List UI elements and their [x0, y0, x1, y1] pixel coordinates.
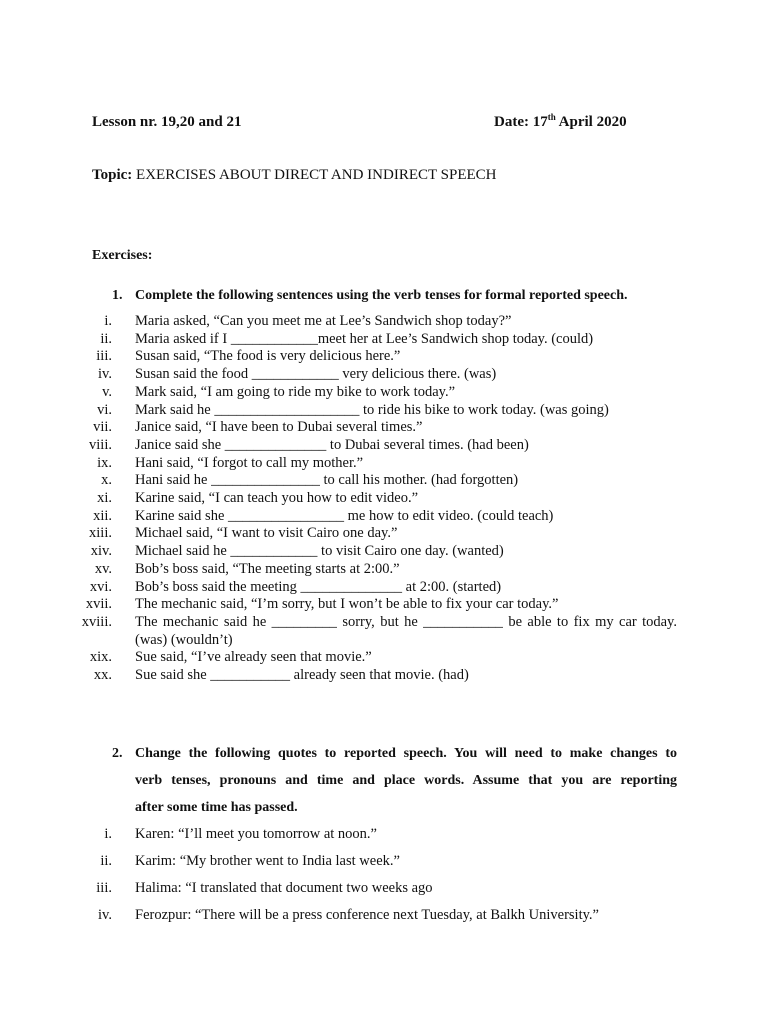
list-item-text: The mechanic said he _________ sorry, but he ___________ be able to fix my car today. [135, 613, 677, 630]
list-item [0, 331, 768, 349]
list-item [0, 437, 768, 455]
list-item-text: (was) (wouldn’t) [135, 631, 233, 648]
list-item [0, 472, 768, 490]
list-item [0, 596, 768, 614]
list-item-text: Mark said he ____________________ to ride his bike to work today. (was going) [135, 401, 609, 418]
list-item-number: ii. [100, 330, 112, 347]
list-item-text: Maria asked if I ____________meet her at Lee’s Sandwich shop today. (could) [135, 330, 594, 347]
list-item-text: Ferozpur: “There will be a press conference next Tuesday, at Balkh University.” [135, 907, 599, 923]
list-item-number: xv. [94, 560, 112, 577]
exercise-1-number: 1. [112, 288, 123, 303]
list-item-number: xix. [89, 649, 112, 666]
list-item-text: Sue said, “I’ve already seen that movie.” [135, 649, 372, 666]
list-item-number: v. [102, 383, 112, 400]
list-item-number: x. [101, 472, 112, 489]
list-item [0, 384, 768, 402]
list-item-number: iv. [98, 907, 112, 923]
topic-label: Topic: [92, 167, 133, 183]
list-item-number: xvi. [89, 578, 112, 595]
list-item-text: Sue said she ___________ already seen that movie. (had) [135, 667, 469, 683]
list-item-text: Karine said she ________________ me how to edit video. (could teach) [135, 507, 554, 524]
topic-text: EXERCISES ABOUT DIRECT AND INDIRECT SPEECH [132, 167, 497, 183]
list-item [0, 614, 768, 632]
list-item-text: Bob’s boss said the meeting ______________ at 2:00. (started) [135, 578, 502, 595]
list-item [0, 853, 768, 871]
list-item [0, 632, 768, 650]
list-item [0, 649, 768, 667]
lesson-number: Lesson nr. 19,20 and 21 [92, 114, 242, 130]
list-item-number: xiv. [90, 543, 112, 560]
exercise-2-title-line-2: verb tenses, pronouns and time and place words. Assume that you are reporting [135, 773, 677, 788]
topic-line [92, 167, 497, 184]
list-item-number: i. [104, 826, 112, 842]
list-item-text: Bob’s boss said, “The meeting starts at 2:00.” [135, 560, 400, 577]
exercise-2-title-line-1: Change the following quotes to reported speech. You will need to make changes to [135, 746, 677, 761]
list-item-number: xviii. [81, 613, 112, 630]
list-item [0, 907, 768, 925]
list-item-number: viii. [89, 436, 112, 453]
list-item-text: Karine said, “I can teach you how to edit video.” [135, 490, 419, 506]
list-item-text: Halima: “I translated that document two weeks ago [135, 880, 433, 896]
list-item [0, 543, 768, 561]
list-item-text: Hani said, “I forgot to call my mother.” [135, 454, 364, 471]
list-item-number: xiii. [89, 525, 112, 542]
list-item [0, 508, 768, 526]
list-item-text: Karim: “My brother went to India last week.” [135, 853, 400, 869]
list-item-number: ii. [100, 853, 112, 869]
list-item-text: Susan said, “The food is very delicious here.” [135, 348, 401, 365]
list-item-number: ix. [97, 454, 112, 471]
exercises-heading: Exercises: [92, 248, 153, 263]
list-item [0, 525, 768, 543]
exercise-2-number: 2. [112, 746, 123, 761]
list-item [0, 366, 768, 384]
list-item-text: Maria asked, “Can you meet me at Lee’s Sandwich shop today?” [135, 313, 512, 329]
list-item-text: Mark said, “I am going to ride my bike to work today.” [135, 383, 455, 400]
exercise-1-title: Complete the following sentences using the verb tenses for formal reported speech. [135, 288, 628, 303]
list-item [0, 455, 768, 473]
exercise-2-title-line-3: after some time has passed. [135, 800, 298, 815]
list-item-text: Hani said he _______________ to call his mother. (had forgotten) [135, 472, 519, 489]
list-item [0, 579, 768, 597]
date-suffix: April 2020 [555, 114, 627, 130]
list-item [0, 667, 768, 685]
list-item-text: Susan said the food ____________ very delicious there. (was) [135, 366, 497, 383]
list-item [0, 348, 768, 366]
list-item [0, 561, 768, 579]
list-item-number: iii. [96, 880, 112, 896]
list-item [0, 313, 768, 331]
list-item-number: xx. [93, 667, 112, 683]
list-item-text: The mechanic said, “I’m sorry, but I won’t be able to fix your car today.” [135, 596, 559, 613]
list-item-number: vi. [97, 401, 112, 418]
list-item-number: iii. [96, 348, 112, 365]
list-item-text: Karen: “I’ll meet you tomorrow at noon.” [135, 826, 377, 842]
list-item-text: Michael said, “I want to visit Cairo one day.” [135, 525, 398, 542]
list-item-number: iv. [98, 366, 112, 383]
list-item-text: Michael said he ____________ to visit Cairo one day. (wanted) [135, 543, 504, 560]
list-item [0, 826, 768, 844]
list-item-number: xii. [93, 507, 112, 524]
list-item [0, 490, 768, 508]
lesson-date [494, 114, 627, 131]
list-item-text: Janice said, “I have been to Dubai several times.” [135, 419, 423, 436]
date-prefix: Date: 17 [494, 114, 548, 130]
list-item [0, 419, 768, 437]
list-item [0, 402, 768, 420]
list-item-number: i. [104, 313, 112, 329]
list-item-number: vii. [93, 419, 112, 436]
list-item-text: Janice said she ______________ to Dubai several times. (had been) [135, 436, 529, 453]
date-ordinal-suffix: th [547, 112, 556, 122]
list-item [0, 880, 768, 898]
list-item-number: xvii. [85, 596, 112, 613]
list-item-number: xi. [97, 490, 112, 506]
